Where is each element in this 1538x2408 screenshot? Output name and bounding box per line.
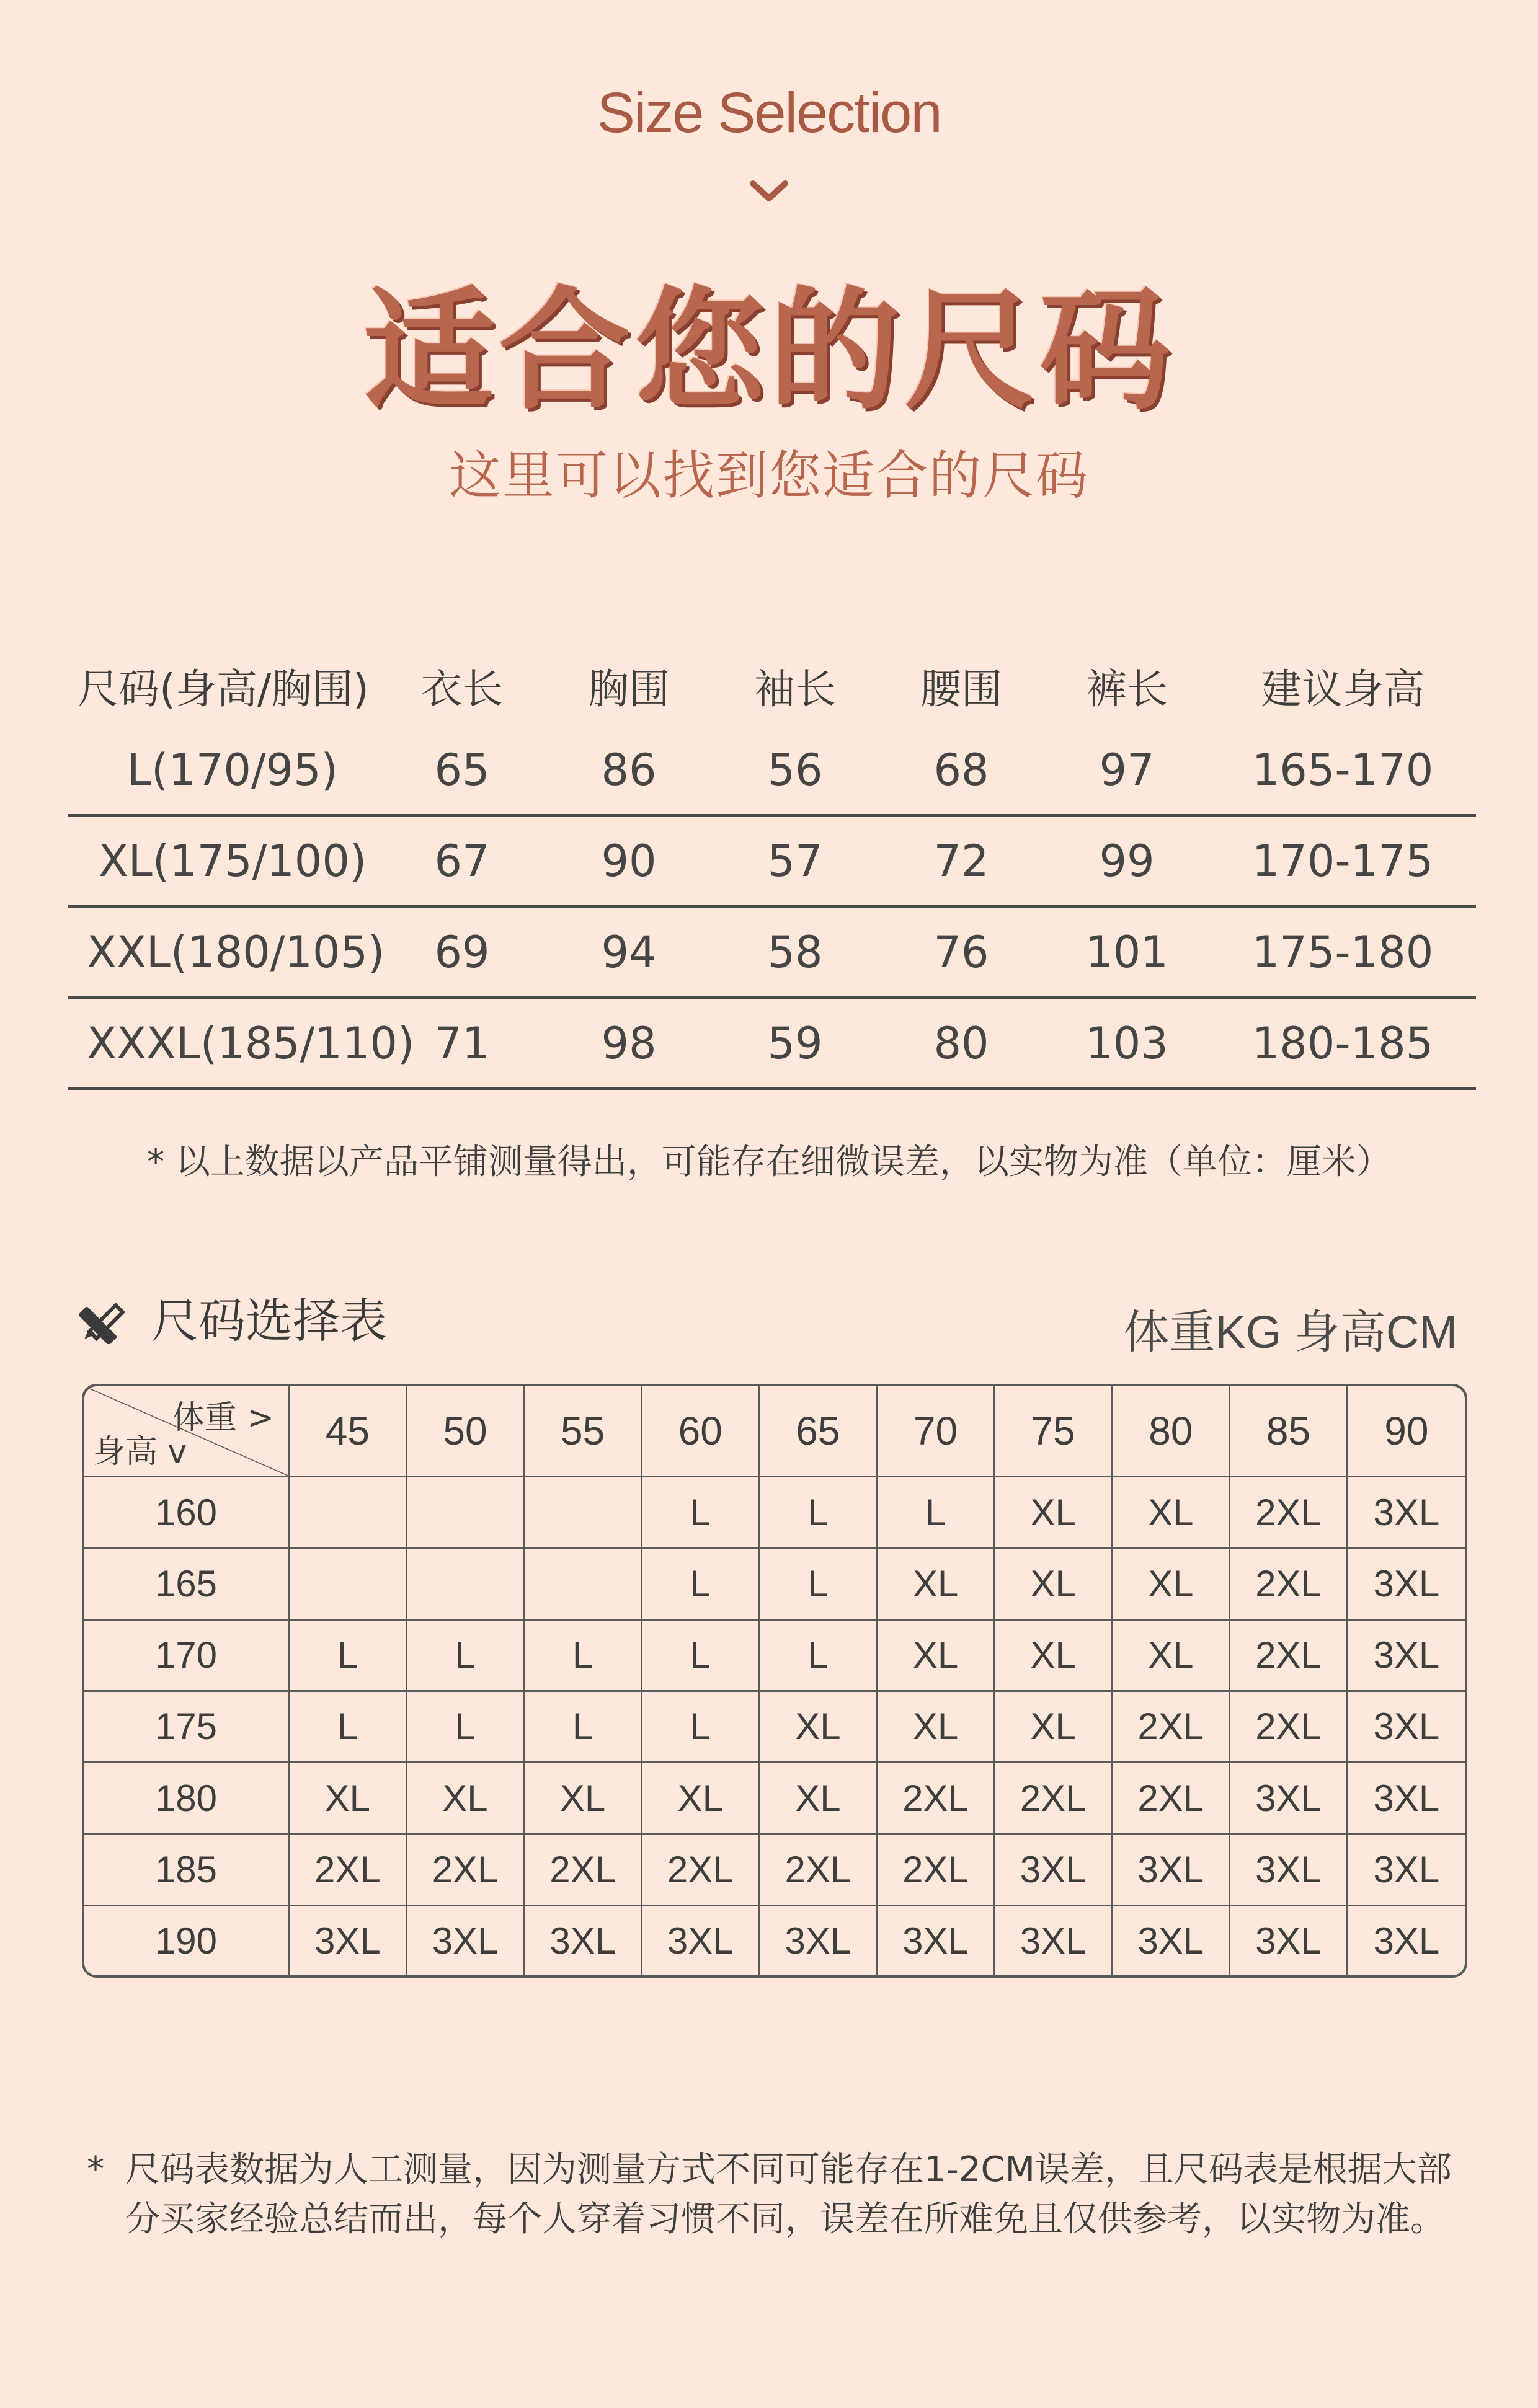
table-cell: 170-175 — [1251, 835, 1434, 887]
table-row — [84, 1691, 1465, 1762]
size-cell: 3XL — [524, 1905, 642, 1975]
footer-note-star: * — [87, 2149, 104, 2190]
table-cell: 98 — [601, 1017, 657, 1069]
chart-title: 尺码选择表 — [151, 1293, 387, 1348]
corner-header — [84, 1386, 289, 1477]
table-cell: 180-185 — [1251, 1017, 1434, 1069]
weight-header-cell: 80 — [1112, 1386, 1230, 1477]
measurement-note: * 以上数据以产品平铺测量得出，可能存在细微误差，以实物为准（单位：厘米） — [147, 1142, 1391, 1182]
size-cell: L — [641, 1619, 759, 1691]
table-cell: 71 — [434, 1017, 490, 1069]
table-cell: 101 — [1085, 926, 1168, 978]
pencil-ruler-icon — [79, 1291, 133, 1344]
size-cell: L — [759, 1619, 877, 1691]
size-cell: XL — [994, 1477, 1112, 1548]
size-cell: 2XL — [524, 1834, 642, 1905]
table-cell: 90 — [601, 835, 657, 887]
size-table-header: 尺码(身高/胸围) — [78, 665, 369, 713]
eyebrow-title: Size Selection — [597, 81, 941, 144]
height-cell: 190 — [84, 1905, 289, 1975]
size-cell: XL — [877, 1691, 995, 1762]
size-cell: 2XL — [1112, 1763, 1230, 1834]
size-cell: 2XL — [1230, 1691, 1348, 1762]
size-cell: 3XL — [641, 1905, 759, 1975]
size-cell: 3XL — [994, 1834, 1112, 1905]
footer-note-text: 尺码表数据为人工测量，因为测量方式不同可能存在1-2CM误差，且尺码表是根据大部分买家经验总结而出，每个人穿着习惯不同，误差在所难免且仅供参考，以实物为准。 — [125, 2149, 1452, 2239]
size-cell: 3XL — [1347, 1905, 1465, 1975]
size-cell: L — [641, 1691, 759, 1762]
page-subtitle: 这里可以找到您适合的尺码 — [448, 445, 1089, 506]
height-cell: 165 — [84, 1548, 289, 1619]
table-row — [84, 1548, 1465, 1619]
size-cell: XL — [524, 1763, 642, 1834]
size-cell: 2XL — [877, 1834, 995, 1905]
size-cell: 3XL — [1230, 1763, 1348, 1834]
weight-header-cell: 45 — [289, 1386, 407, 1477]
size-cell: 3XL — [1230, 1834, 1348, 1905]
size-measurement-table — [68, 645, 1476, 1090]
table-row — [84, 1619, 1465, 1691]
table-cell: 56 — [767, 744, 823, 795]
weight-header-cell: 60 — [641, 1386, 759, 1477]
table-cell: 76 — [933, 926, 989, 978]
height-cell: 170 — [84, 1619, 289, 1691]
height-cell: 185 — [84, 1834, 289, 1905]
size-cell: 2XL — [406, 1834, 524, 1905]
size-table-header: 建议身高 — [1261, 665, 1425, 713]
size-cell: 3XL — [1347, 1834, 1465, 1905]
size-label: L(170/95) — [127, 744, 338, 795]
table-cell: 57 — [767, 835, 823, 887]
weight-header-cell: 65 — [759, 1386, 877, 1477]
weight-header-cell: 70 — [877, 1386, 995, 1477]
table-cell: 103 — [1085, 1017, 1168, 1069]
table-cell: 58 — [767, 926, 823, 978]
table-cell: 69 — [434, 926, 490, 978]
size-cell: 2XL — [1230, 1619, 1348, 1691]
weight-header-cell: 85 — [1230, 1386, 1348, 1477]
weight-header-cell: 90 — [1347, 1386, 1465, 1477]
size-cell — [406, 1548, 524, 1619]
size-table-header: 袖长 — [754, 665, 836, 713]
size-cell: XL — [877, 1619, 995, 1691]
page-title: 适合您的尺码 — [363, 274, 1175, 427]
size-chart-table — [84, 1386, 1465, 1975]
size-label: XXL(180/105) — [87, 926, 385, 978]
table-row — [84, 1905, 1465, 1975]
size-cell — [406, 1477, 524, 1548]
size-cell: 3XL — [1347, 1691, 1465, 1762]
size-cell: L — [289, 1619, 407, 1691]
size-chart-grid — [82, 1384, 1467, 1978]
size-cell: L — [524, 1619, 642, 1691]
size-cell: XL — [406, 1763, 524, 1834]
table-row — [68, 999, 1476, 1090]
size-cell: 2XL — [289, 1834, 407, 1905]
size-cell: XL — [877, 1548, 995, 1619]
size-cell: XL — [759, 1691, 877, 1762]
size-cell: L — [759, 1548, 877, 1619]
size-cell: 3XL — [1347, 1619, 1465, 1691]
table-cell: 165-170 — [1251, 744, 1434, 795]
size-cell: 3XL — [289, 1905, 407, 1975]
size-table-header: 裤长 — [1086, 665, 1168, 713]
size-cell: L — [641, 1548, 759, 1619]
size-table-header: 胸围 — [588, 665, 670, 713]
size-cell: 3XL — [994, 1905, 1112, 1975]
size-label: XXXL(185/110) — [87, 1017, 415, 1069]
size-cell: L — [524, 1691, 642, 1762]
table-row — [84, 1834, 1465, 1905]
table-row — [84, 1477, 1465, 1548]
size-cell — [289, 1548, 407, 1619]
table-row — [68, 908, 1476, 999]
size-cell: 2XL — [877, 1763, 995, 1834]
table-row — [68, 817, 1476, 908]
size-table-header: 衣长 — [421, 665, 503, 713]
table-cell: 68 — [933, 744, 989, 795]
footer-note — [87, 2145, 1476, 2244]
weight-header-cell: 75 — [994, 1386, 1112, 1477]
table-cell: 94 — [601, 926, 657, 978]
chart-unit-label: 体重KG 身高CM — [1123, 1306, 1457, 1358]
size-table-header: 腰围 — [920, 665, 1002, 713]
table-cell: 175-180 — [1251, 926, 1434, 978]
size-label: XL(175/100) — [98, 835, 367, 887]
table-cell: 86 — [601, 744, 657, 795]
size-cell: L — [641, 1477, 759, 1548]
table-row — [68, 725, 1476, 817]
size-cell — [524, 1548, 642, 1619]
size-cell: XL — [1112, 1548, 1230, 1619]
table-cell: 97 — [1099, 744, 1155, 795]
height-axis-label: 身高 v — [93, 1433, 187, 1471]
table-cell: 67 — [434, 835, 490, 887]
weight-header-row — [84, 1386, 1465, 1477]
size-cell: 3XL — [1112, 1834, 1230, 1905]
size-cell: XL — [994, 1619, 1112, 1691]
size-cell: 3XL — [1347, 1763, 1465, 1834]
size-cell: XL — [994, 1548, 1112, 1619]
chart-heading — [79, 1283, 387, 1351]
weight-header-cell: 55 — [524, 1386, 642, 1477]
size-cell: 3XL — [1347, 1477, 1465, 1548]
table-cell: 72 — [933, 835, 989, 887]
table-cell: 99 — [1099, 835, 1155, 887]
size-cell: L — [877, 1477, 995, 1548]
height-cell: 180 — [84, 1763, 289, 1834]
size-cell: 3XL — [1112, 1905, 1230, 1975]
weight-axis-label: 体重 > — [172, 1399, 274, 1436]
size-cell: L — [406, 1619, 524, 1691]
size-cell: 3XL — [759, 1905, 877, 1975]
size-table-header-row — [68, 645, 1476, 725]
size-cell: 3XL — [1347, 1548, 1465, 1619]
size-cell: XL — [289, 1763, 407, 1834]
height-cell: 175 — [84, 1691, 289, 1762]
size-cell: XL — [1112, 1477, 1230, 1548]
size-cell: 3XL — [406, 1905, 524, 1975]
size-cell — [524, 1477, 642, 1548]
size-cell: 2XL — [759, 1834, 877, 1905]
size-cell: L — [406, 1691, 524, 1762]
size-cell: XL — [759, 1763, 877, 1834]
size-cell: 2XL — [641, 1834, 759, 1905]
size-cell — [289, 1477, 407, 1548]
size-cell: L — [759, 1477, 877, 1548]
size-cell: L — [289, 1691, 407, 1762]
size-cell: 3XL — [877, 1905, 995, 1975]
size-cell: 2XL — [994, 1763, 1112, 1834]
size-cell: XL — [1112, 1619, 1230, 1691]
table-cell: 80 — [933, 1017, 989, 1069]
size-cell: 2XL — [1230, 1548, 1348, 1619]
height-cell: 160 — [84, 1477, 289, 1548]
weight-header-cell: 50 — [406, 1386, 524, 1477]
table-row — [84, 1763, 1465, 1834]
chevron-down-icon — [749, 180, 789, 205]
size-cell: XL — [994, 1691, 1112, 1762]
table-cell: 59 — [767, 1017, 823, 1069]
size-cell: XL — [641, 1763, 759, 1834]
size-cell: 3XL — [1230, 1905, 1348, 1975]
size-cell: 2XL — [1112, 1691, 1230, 1762]
table-cell: 65 — [434, 744, 490, 795]
size-cell: 2XL — [1230, 1477, 1348, 1548]
